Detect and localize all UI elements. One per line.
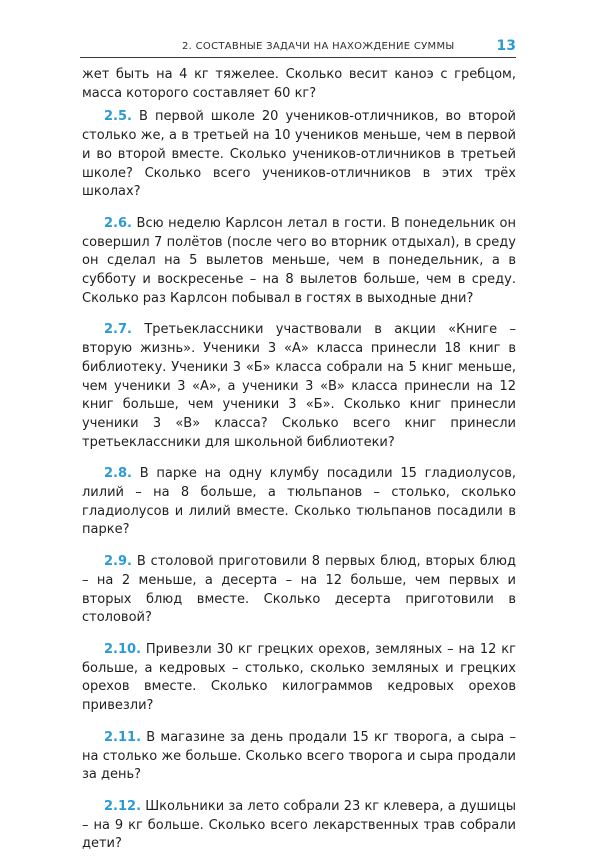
task-2-10 <box>82 641 516 716</box>
task-2-11 <box>82 729 516 785</box>
task-number: 2.7. <box>104 322 132 338</box>
page-content <box>82 66 516 867</box>
task-text: Третьеклассники участвовали в акции «Книге – вторую жизнь». Ученики 3 «А» класса принесли 18 книг в библиотеку. Ученики 3 «Б» класса собрали на 5 книг меньше, чем ученики 3 «А», а ученики 3 «В» класса принесли на 12 книг больше, чем ученики 3 «Б». Сколько книг принесли ученики 3 «В» класса? Сколько всего книг принесли третьеклассники для школьной библиотеки? <box>82 322 516 450</box>
task-2-5 <box>82 108 516 202</box>
task-number: 2.10. <box>104 641 142 657</box>
page-header <box>80 38 516 58</box>
task-text: В первой школе 20 учеников-отличников, во второй столько же, а в третьей на 10 учеников меньше, чем в первой и во второй вместе. Сколько учеников-отличников в третьей школе? Сколько всего учеников-отличников в этих трёх школах? <box>82 109 516 200</box>
page-number: 13 <box>496 38 516 54</box>
task-2-12 <box>82 798 516 854</box>
task-2-6 <box>82 215 516 309</box>
task-text: Всю неделю Карлсон летал в гости. В понедельник он совершил 7 полётов (после чего во вторник отдыхал), в среду он сделал на 5 вылетов меньше, чем в понедельник, а в субботу и воскресенье – на 8 вылетов больше, чем в среду. Сколько раз Карлсон побывал в гостях в выходные дни? <box>82 215 516 306</box>
task-number: 2.6. <box>104 215 132 231</box>
continued-text: жет быть на 4 кг тяжелее. Сколько весит каноэ с гребцом, масса которого составляет 60 кг? <box>82 67 516 101</box>
task-text: В парке на одну клумбу посадили 15 гладиолусов, лилий – на 8 больше, а тюльпанов – столько, сколько гладиолусов и лилий вместе. Сколько тюльпанов посадили в парке? <box>82 466 516 538</box>
task-number: 2.9. <box>104 554 132 570</box>
task-2-8 <box>82 465 516 540</box>
task-text: Привезли 30 кг грецких орехов, земляных – на 12 кг больше, а кедровых – столько, сколько земляных и грецких орехов вместе. Сколько килограммов кедровых орехов привезли? <box>82 641 516 714</box>
task-text: В магазине за день продали 15 кг творога, а сыра – на столько же больше. Сколько всего творога и сыра продали за день? <box>82 729 516 783</box>
task-number: 2.5. <box>104 109 132 125</box>
task-number: 2.11. <box>104 729 142 745</box>
task-2-9 <box>82 553 516 628</box>
task-2-7 <box>82 321 516 452</box>
task-number: 2.8. <box>104 466 132 482</box>
task-text: В столовой приготовили 8 первых блюд, вторых блюд – на 2 меньше, а десерта – на 12 больше, чем первых и вторых блюд вместе. Сколько десерта приготовили в столовой? <box>82 554 516 626</box>
task-text: Школьники за лето собрали 23 кг клевера, а душицы – на 9 кг больше. Сколько всего лекарственных трав собрали дети? <box>82 798 516 852</box>
task-number: 2.12. <box>104 798 142 814</box>
header-divider <box>80 57 516 58</box>
chapter-title: 2. СОСТАВНЫЕ ЗАДАЧИ НА НАХОЖДЕНИЕ СУММЫ <box>182 41 455 52</box>
